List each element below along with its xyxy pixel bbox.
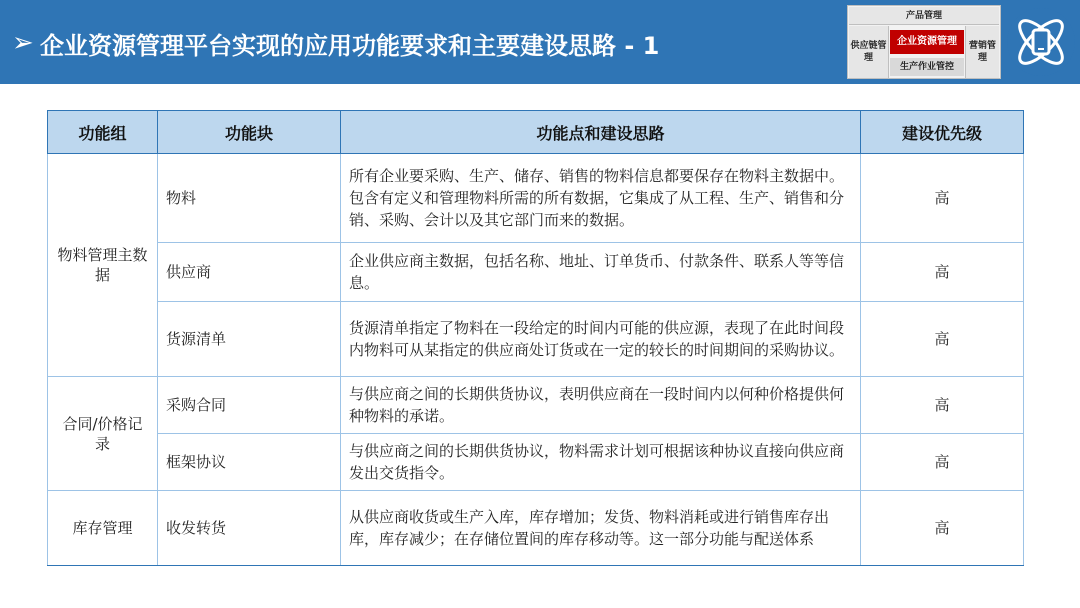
function-block-cell: 货源清单 [158,302,341,377]
priority-cell: 高 [861,491,1024,566]
function-block-cell: 收发转货 [158,491,341,566]
arrow-bullet-icon: ➢ [12,28,34,58]
priority-cell: 高 [861,154,1024,243]
function-group-cell: 物料管理主数据 [48,154,158,377]
page-title: 企业资源管理平台实现的应用功能要求和主要建设思路 - 1 [40,32,660,60]
table-row [48,491,1024,566]
function-desc-cell: 货源清单指定了物料在一段给定的时间内可能的供应源，表现了在此时间段内物料可从某指定的供应商处订货或在一定的较长的时间期间的采购协议。 [341,302,861,377]
module-diagram [847,5,1001,79]
table-row [48,154,1024,243]
function-desc-cell: 企业供应商主数据，包括名称、地址、订单货币、付款条件、联系人等等信息。 [341,243,861,302]
header-function-group: 功能组 [48,111,158,154]
priority-cell: 高 [861,302,1024,377]
table-row [48,434,1024,491]
priority-cell: 高 [861,434,1024,491]
function-desc-cell: 所有企业要采购、生产、储存、销售的物料信息都要保存在物料主数据中。包含有定义和管理物料所需的所有数据，它集成了从工程、生产、销售和分销、采购、会计以及其它部门而来的数据。 [341,154,861,243]
module-marketing: 营销管理 [965,26,999,78]
module-supply-chain: 供应链管理 [849,26,889,78]
module-production-control: 生产作业管控 [890,58,964,76]
table-row [48,243,1024,302]
function-block-cell: 供应商 [158,243,341,302]
function-group-cell: 合同/价格记录 [48,377,158,491]
atom-phone-logo-icon [1006,7,1076,77]
function-desc-cell: 从供应商收货或生产入库，库存增加；发货、物料消耗或进行销售库存出库，库存减少；在存储位置间的库存移动等。这一部分功能与配送体系 [341,491,861,566]
table-row [48,302,1024,377]
function-group-cell: 库存管理 [48,491,158,566]
function-table [47,110,1024,566]
function-desc-cell: 与供应商之间的长期供货协议，表明供应商在一段时间内以何种价格提供何种物料的承诺。 [341,377,861,434]
function-block-cell: 框架协议 [158,434,341,491]
function-desc-cell: 与供应商之间的长期供货协议，物料需求计划可根据该种协议直接向供应商发出交货指令。 [341,434,861,491]
table-header-row [48,111,1024,154]
module-product-management: 产品管理 [849,7,999,25]
function-block-cell: 采购合同 [158,377,341,434]
module-erp: 企业资源管理 [890,30,964,54]
header-priority: 建设优先级 [861,111,1024,154]
priority-cell: 高 [861,377,1024,434]
header-function-points: 功能点和建设思路 [341,111,861,154]
header-function-block: 功能块 [158,111,341,154]
table-row [48,377,1024,434]
priority-cell: 高 [861,243,1024,302]
function-block-cell: 物料 [158,154,341,243]
